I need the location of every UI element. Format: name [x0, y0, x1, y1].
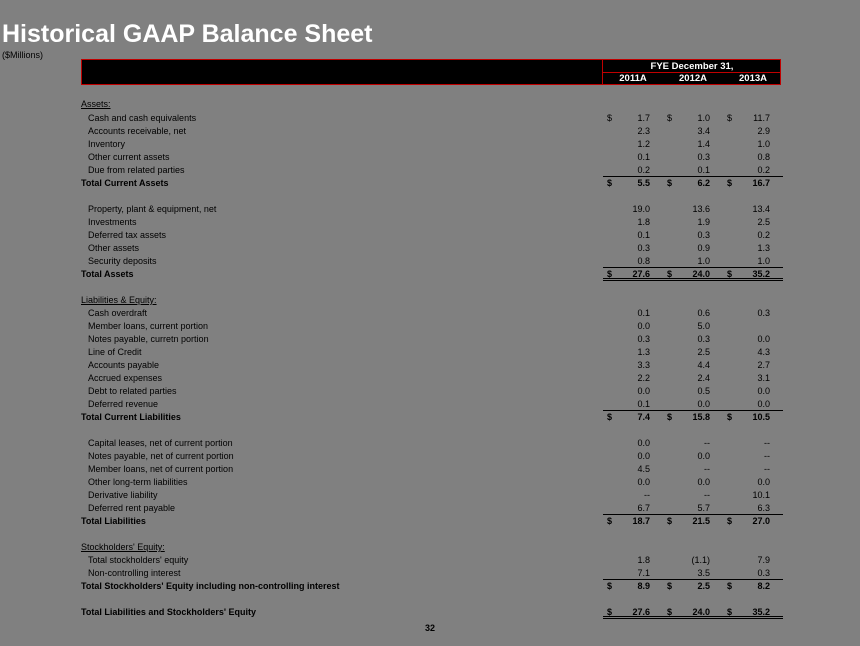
value-cell — [663, 177, 723, 190]
value-cell — [663, 320, 723, 333]
cell-value: 0.6 — [697, 308, 710, 318]
cell-value: 24.0 — [692, 269, 710, 279]
value-cell — [663, 307, 723, 320]
row-label: Other long-term liabilities — [88, 477, 188, 487]
row-label: Accrued expenses — [88, 373, 163, 383]
value-cell — [663, 255, 723, 268]
value-cell — [663, 606, 723, 619]
value-cell — [663, 242, 723, 255]
cell-value: 21.5 — [692, 516, 710, 526]
table-row — [81, 229, 781, 242]
row-label: Security deposits — [88, 256, 157, 266]
table-row — [81, 242, 781, 255]
row-label: Assets: — [81, 99, 111, 109]
row-label: Member loans, net of current portion — [88, 464, 234, 474]
cell-value: 0.0 — [757, 477, 770, 487]
cell-value: 3.5 — [697, 568, 710, 578]
cell-value: 0.8 — [757, 152, 770, 162]
row-label: Other current assets — [88, 152, 170, 162]
value-cell — [603, 437, 663, 450]
value-cell — [603, 320, 663, 333]
cell-value: 1.8 — [637, 217, 650, 227]
cell-value: 16.7 — [752, 178, 770, 188]
cell-value: 0.1 — [637, 308, 650, 318]
value-cell — [723, 151, 783, 164]
value-cell — [663, 164, 723, 177]
value-cell — [663, 567, 723, 580]
table-row — [81, 346, 781, 359]
cell-value: 7.9 — [757, 555, 770, 565]
value-cell — [663, 385, 723, 398]
cell-value: 35.2 — [752, 607, 770, 617]
value-cell — [603, 177, 663, 190]
value-cell — [723, 346, 783, 359]
value-cell — [603, 138, 663, 151]
value-cell — [723, 437, 783, 450]
cell-value: 1.0 — [697, 256, 710, 266]
value-cell — [603, 255, 663, 268]
table-row — [81, 151, 781, 164]
cell-value: 0.2 — [637, 165, 650, 175]
cell-value: 0.0 — [757, 399, 770, 409]
value-cell — [663, 450, 723, 463]
currency-symbol: $ — [727, 269, 733, 279]
cell-value: 15.8 — [692, 412, 710, 422]
value-cell — [723, 398, 783, 411]
currency-symbol: $ — [667, 581, 673, 591]
value-cell — [723, 112, 783, 125]
value-cell — [603, 489, 663, 502]
cell-value: 1.3 — [637, 347, 650, 357]
value-cell — [723, 359, 783, 372]
page-number: 32 — [424, 623, 435, 633]
row-label: Line of Credit — [88, 347, 142, 357]
cell-value: 18.7 — [632, 516, 650, 526]
table-row — [81, 164, 781, 177]
cell-value: 0.3 — [757, 568, 770, 578]
value-cell — [603, 385, 663, 398]
value-cell — [723, 567, 783, 580]
value-cell — [663, 463, 723, 476]
cell-value: 1.8 — [637, 555, 650, 565]
cell-value: 0.1 — [637, 152, 650, 162]
value-cell — [663, 359, 723, 372]
value-cell — [723, 216, 783, 229]
value-cell — [603, 463, 663, 476]
cell-value: 2.3 — [637, 126, 650, 136]
currency-symbol: $ — [667, 412, 673, 422]
value-cell — [603, 606, 663, 619]
currency-symbol: $ — [727, 581, 733, 591]
cell-value: 0.5 — [697, 386, 710, 396]
row-label: Cash overdraft — [88, 308, 148, 318]
row-label: Other assets — [88, 243, 140, 253]
value-cell — [663, 229, 723, 242]
table-row — [81, 255, 781, 268]
fye-label: FYE December 31, — [603, 61, 781, 73]
cell-value: 2.4 — [697, 373, 710, 383]
cell-value: 0.0 — [637, 386, 650, 396]
value-cell — [723, 164, 783, 177]
value-cell — [723, 502, 783, 515]
table-row — [81, 138, 781, 151]
value-cell — [603, 502, 663, 515]
value-cell — [603, 450, 663, 463]
cell-value: 1.2 — [637, 139, 650, 149]
cell-value: 24.0 — [692, 607, 710, 617]
currency-symbol: $ — [607, 269, 613, 279]
cell-value: 10.5 — [752, 412, 770, 422]
currency-symbol: $ — [667, 516, 673, 526]
row-label: Property, plant & equipment, net — [88, 204, 217, 214]
cell-value: -- — [704, 438, 710, 448]
row-label: Total Current Liabilities — [81, 412, 181, 422]
row-label: Due from related parties — [88, 165, 185, 175]
row-label: Total Current Assets — [81, 178, 169, 188]
value-cell — [723, 177, 783, 190]
currency-symbol: $ — [607, 581, 613, 591]
currency-symbol: $ — [727, 113, 733, 123]
section-heading — [81, 294, 781, 307]
cell-value: 0.0 — [637, 438, 650, 448]
cell-value: 0.3 — [637, 243, 650, 253]
value-cell — [603, 515, 663, 528]
value-cell — [723, 372, 783, 385]
value-cell — [723, 554, 783, 567]
table-row — [81, 502, 781, 515]
table-row — [81, 476, 781, 489]
value-cell — [603, 164, 663, 177]
cell-value: 2.7 — [757, 360, 770, 370]
value-cell — [603, 242, 663, 255]
cell-value: 2.2 — [637, 373, 650, 383]
section-heading — [81, 541, 781, 554]
value-cell — [663, 437, 723, 450]
cell-value: 0.0 — [757, 334, 770, 344]
currency-symbol: $ — [667, 178, 673, 188]
value-cell — [603, 346, 663, 359]
cell-value: 27.0 — [752, 516, 770, 526]
value-cell — [663, 333, 723, 346]
table-row — [81, 333, 781, 346]
value-cell — [663, 125, 723, 138]
table-row — [81, 567, 781, 580]
value-cell — [723, 411, 783, 424]
value-cell — [603, 398, 663, 411]
table-row — [81, 112, 781, 125]
table-row — [81, 216, 781, 229]
cell-value: 5.7 — [697, 503, 710, 513]
cell-value: 27.6 — [632, 269, 650, 279]
cell-value: 4.5 — [637, 464, 650, 474]
value-cell — [603, 333, 663, 346]
row-label: Notes payable, net of current portion — [88, 451, 234, 461]
value-cell — [603, 307, 663, 320]
cell-value: 0.3 — [697, 230, 710, 240]
cell-value: 5.0 — [697, 321, 710, 331]
table-row — [81, 320, 781, 333]
cell-value: 0.3 — [757, 308, 770, 318]
table-row — [81, 489, 781, 502]
total-row — [81, 177, 781, 190]
cell-value: 13.4 — [752, 204, 770, 214]
currency-symbol: $ — [607, 412, 613, 422]
value-cell — [663, 372, 723, 385]
cell-value: 3.3 — [637, 360, 650, 370]
cell-value: 8.2 — [757, 581, 770, 591]
cell-value: 3.4 — [697, 126, 710, 136]
cell-value: 1.3 — [757, 243, 770, 253]
value-cell — [663, 346, 723, 359]
page-title: Historical GAAP Balance Sheet — [2, 20, 373, 48]
cell-value: -- — [704, 464, 710, 474]
value-cell — [723, 203, 783, 216]
value-cell — [663, 411, 723, 424]
currency-symbol: $ — [667, 607, 673, 617]
cell-value: (1.1) — [691, 555, 710, 565]
table-row — [81, 450, 781, 463]
row-label: Notes payable, curretn portion — [88, 334, 209, 344]
cell-value: 0.0 — [697, 451, 710, 461]
currency-symbol: $ — [727, 516, 733, 526]
value-cell — [723, 385, 783, 398]
cell-value: 13.6 — [692, 204, 710, 214]
total-row — [81, 268, 781, 281]
row-label: Total Assets — [81, 269, 134, 279]
total-row — [81, 606, 781, 619]
row-label: Derivative liability — [88, 490, 158, 500]
cell-value: 2.5 — [697, 581, 710, 591]
value-cell — [663, 502, 723, 515]
value-cell — [603, 268, 663, 281]
cell-value: 1.0 — [757, 256, 770, 266]
currency-symbol: $ — [607, 178, 613, 188]
table-row — [81, 359, 781, 372]
cell-value: 1.7 — [637, 113, 650, 123]
value-cell — [603, 229, 663, 242]
table-row — [81, 398, 781, 411]
value-cell — [723, 515, 783, 528]
value-cell — [723, 489, 783, 502]
value-cell — [603, 554, 663, 567]
cell-value: 0.0 — [757, 386, 770, 396]
value-cell — [723, 450, 783, 463]
cell-value: 2.5 — [757, 217, 770, 227]
cell-value: 11.7 — [753, 113, 770, 123]
value-cell — [663, 216, 723, 229]
table-row — [81, 554, 781, 567]
table-row — [81, 437, 781, 450]
year-2012-header: 2012A — [679, 73, 707, 84]
value-cell — [663, 203, 723, 216]
row-label: Total Stockholders' Equity including non-controlling interest — [81, 581, 340, 591]
currency-symbol: $ — [667, 269, 673, 279]
cell-value: 0.0 — [637, 321, 650, 331]
row-label: Investments — [88, 217, 137, 227]
value-cell — [663, 112, 723, 125]
cell-value: 0.2 — [757, 230, 770, 240]
table-header — [81, 59, 781, 85]
cell-value: 7.1 — [637, 568, 650, 578]
currency-symbol: $ — [667, 113, 673, 123]
table-row — [81, 385, 781, 398]
currency-symbol: $ — [727, 178, 733, 188]
row-label: Total Liabilities and Stockholders' Equity — [81, 607, 256, 617]
currency-symbol: $ — [607, 607, 613, 617]
value-cell — [723, 138, 783, 151]
value-cell — [723, 125, 783, 138]
cell-value: 5.5 — [637, 178, 650, 188]
value-cell — [603, 216, 663, 229]
value-cell — [723, 463, 783, 476]
total-row — [81, 580, 781, 593]
cell-value: 2.5 — [697, 347, 710, 357]
cell-value: 0.1 — [697, 165, 710, 175]
cell-value: 0.3 — [697, 152, 710, 162]
value-cell — [723, 320, 783, 333]
cell-value: 0.1 — [637, 399, 650, 409]
value-cell — [663, 476, 723, 489]
table-row — [81, 125, 781, 138]
total-row — [81, 411, 781, 424]
cell-value: 0.8 — [637, 256, 650, 266]
value-cell — [603, 203, 663, 216]
value-cell — [663, 554, 723, 567]
value-cell — [603, 125, 663, 138]
value-cell — [723, 580, 783, 593]
cell-value: 1.0 — [757, 139, 770, 149]
row-label: Total stockholders' equity — [88, 555, 189, 565]
cell-value: 7.4 — [637, 412, 650, 422]
cell-value: 6.3 — [757, 503, 770, 513]
value-cell — [723, 333, 783, 346]
value-cell — [723, 307, 783, 320]
cell-value: 19.0 — [632, 204, 650, 214]
cell-value: -- — [764, 438, 770, 448]
row-label: Liabilities & Equity: — [81, 295, 157, 305]
value-cell — [663, 151, 723, 164]
value-cell — [603, 580, 663, 593]
year-2013-header: 2013A — [739, 73, 767, 84]
value-cell — [723, 268, 783, 281]
value-cell — [603, 359, 663, 372]
cell-value: 0.0 — [697, 477, 710, 487]
cell-value: 3.1 — [757, 373, 770, 383]
cell-value: -- — [764, 464, 770, 474]
row-label: Deferred tax assets — [88, 230, 167, 240]
cell-value: 2.9 — [757, 126, 770, 136]
value-cell — [663, 580, 723, 593]
total-row — [81, 515, 781, 528]
value-cell — [663, 515, 723, 528]
cell-value: 0.9 — [697, 243, 710, 253]
row-label: Total Liabilities — [81, 516, 146, 526]
row-label: Debt to related parties — [88, 386, 177, 396]
cell-value: 0.2 — [757, 165, 770, 175]
cell-value: 1.0 — [697, 113, 710, 123]
table-row — [81, 463, 781, 476]
value-cell — [663, 268, 723, 281]
cell-value: -- — [644, 490, 650, 500]
cell-value: 0.3 — [637, 334, 650, 344]
row-label: Deferred rent payable — [88, 503, 176, 513]
value-cell — [723, 255, 783, 268]
cell-value: 0.1 — [637, 230, 650, 240]
cell-value: 0.3 — [697, 334, 710, 344]
cell-value: -- — [704, 490, 710, 500]
value-cell — [663, 398, 723, 411]
currency-symbol: $ — [607, 516, 613, 526]
row-label: Cash and cash equivalents — [88, 113, 197, 123]
row-label: Accounts receivable, net — [88, 126, 187, 136]
cell-value: 1.9 — [697, 217, 710, 227]
value-cell — [603, 151, 663, 164]
cell-value: 6.2 — [697, 178, 710, 188]
value-cell — [723, 229, 783, 242]
section-heading — [81, 98, 781, 111]
units-subtitle: ($Millions) — [2, 50, 44, 60]
value-cell — [603, 112, 663, 125]
cell-value: 1.4 — [697, 139, 710, 149]
cell-value: 4.4 — [697, 360, 710, 370]
value-cell — [663, 138, 723, 151]
value-cell — [603, 476, 663, 489]
table-row — [81, 372, 781, 385]
cell-value: -- — [764, 451, 770, 461]
value-cell — [723, 476, 783, 489]
value-cell — [603, 372, 663, 385]
table-row — [81, 203, 781, 216]
year-2011-header: 2011A — [619, 73, 647, 84]
currency-symbol: $ — [727, 607, 733, 617]
row-label: Deferred revenue — [88, 399, 159, 409]
value-cell — [723, 242, 783, 255]
cell-value: 35.2 — [752, 269, 770, 279]
row-label: Accounts payable — [88, 360, 160, 370]
cell-value: 0.0 — [637, 451, 650, 461]
cell-value: 6.7 — [637, 503, 650, 513]
cell-value: 10.1 — [752, 490, 770, 500]
value-cell — [603, 567, 663, 580]
value-cell — [663, 489, 723, 502]
row-label: Capital leases, net of current portion — [88, 438, 233, 448]
row-label: Inventory — [88, 139, 126, 149]
table-row — [81, 307, 781, 320]
cell-value: 0.0 — [697, 399, 710, 409]
row-label: Non-controlling interest — [88, 568, 181, 578]
currency-symbol: $ — [727, 412, 733, 422]
cell-value: 27.6 — [632, 607, 650, 617]
cell-value: 0.0 — [637, 477, 650, 487]
row-label: Stockholders' Equity: — [81, 542, 165, 552]
row-label: Member loans, current portion — [88, 321, 209, 331]
cell-value: 4.3 — [757, 347, 770, 357]
value-cell — [603, 411, 663, 424]
value-cell — [723, 606, 783, 619]
currency-symbol: $ — [607, 113, 613, 123]
cell-value: 8.9 — [637, 581, 650, 591]
